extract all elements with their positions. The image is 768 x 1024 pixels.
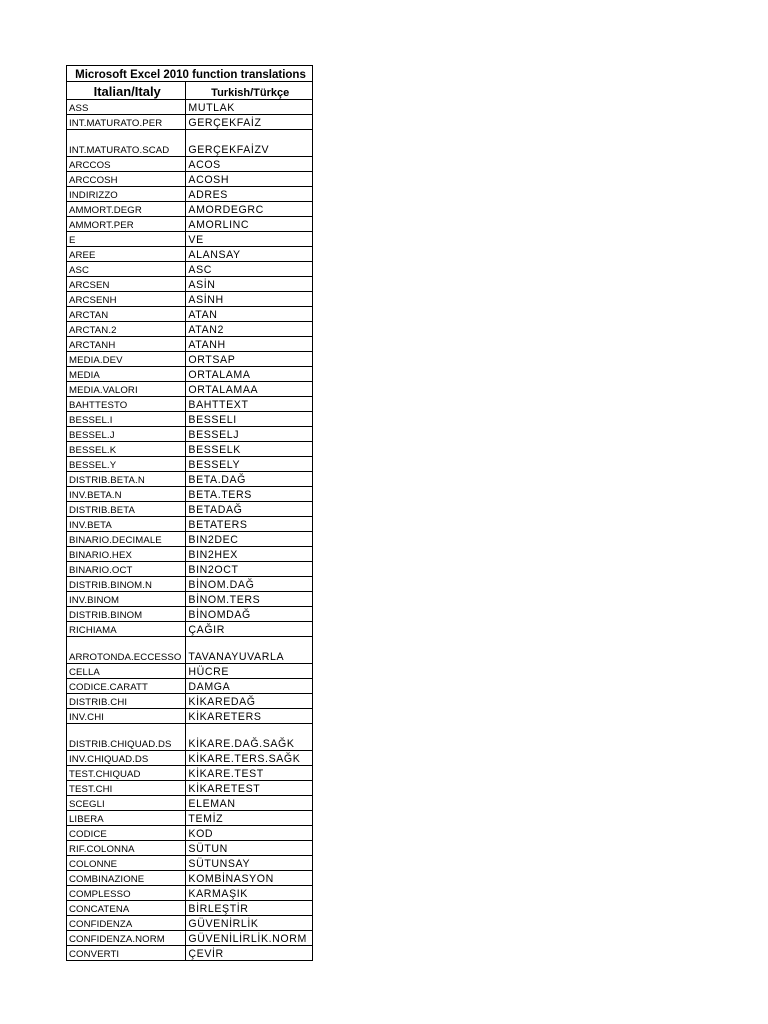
turkish-function-cell: BIN2DEC: [186, 532, 313, 547]
table-row: [67, 841, 313, 856]
turkish-function-cell: HÜCRE: [186, 664, 313, 679]
turkish-function-cell: ORTSAP: [186, 352, 313, 367]
italian-function-cell: CONCATENA: [67, 901, 186, 916]
table-row: [67, 472, 313, 487]
table-row: [67, 577, 313, 592]
italian-function-cell: ARCTAN: [67, 307, 186, 322]
turkish-function-cell: ACOS: [186, 157, 313, 172]
table-row: [67, 901, 313, 916]
turkish-function-cell: VE: [186, 232, 313, 247]
turkish-function-cell: AMORLINC: [186, 217, 313, 232]
table-row: [67, 367, 313, 382]
table-row: [67, 766, 313, 781]
table-row: [67, 217, 313, 232]
turkish-function-cell: BESSELJ: [186, 427, 313, 442]
turkish-function-cell: BAHTTEXT: [186, 397, 313, 412]
table-row: [67, 886, 313, 901]
table-row: [67, 262, 313, 277]
table-row: [67, 187, 313, 202]
turkish-function-cell: KİKARE.DAĞ.SAĞK: [186, 724, 313, 751]
italian-function-cell: DISTRIB.CHIQUAD.DS: [67, 724, 186, 751]
italian-function-cell: DISTRIB.BINOM.N: [67, 577, 186, 592]
turkish-function-cell: BESSELY: [186, 457, 313, 472]
italian-function-cell: ASS: [67, 100, 186, 115]
table-row: [67, 751, 313, 766]
turkish-function-cell: BETA.TERS: [186, 487, 313, 502]
turkish-function-cell: GERÇEKFAİZ: [186, 115, 313, 130]
italian-function-cell: INV.BETA: [67, 517, 186, 532]
table-row: [67, 562, 313, 577]
italian-function-cell: ARCSENH: [67, 292, 186, 307]
table-row: [67, 547, 313, 562]
italian-function-cell: MEDIA: [67, 367, 186, 382]
table-row: [67, 337, 313, 352]
turkish-function-cell: ASİN: [186, 277, 313, 292]
table-row: [67, 457, 313, 472]
table-row: [67, 826, 313, 841]
table-row: [67, 100, 313, 115]
table-row: [67, 487, 313, 502]
header-italian: Italian/Italy: [67, 82, 186, 100]
turkish-function-cell: BİNOM.TERS: [186, 592, 313, 607]
italian-function-cell: AREE: [67, 247, 186, 262]
italian-function-cell: INV.BETA.N: [67, 487, 186, 502]
turkish-function-cell: ASC: [186, 262, 313, 277]
turkish-function-cell: ÇAĞIR: [186, 622, 313, 637]
table-row: [67, 130, 313, 157]
table-row: [67, 946, 313, 961]
table-row: [67, 709, 313, 724]
italian-function-cell: BESSEL.I: [67, 412, 186, 427]
turkish-function-cell: KARMAŞIK: [186, 886, 313, 901]
turkish-function-cell: ATAN: [186, 307, 313, 322]
turkish-function-cell: BESSELI: [186, 412, 313, 427]
italian-function-cell: CELLA: [67, 664, 186, 679]
turkish-function-cell: KİKARE.TERS.SAĞK: [186, 751, 313, 766]
table-row: [67, 931, 313, 946]
turkish-function-cell: KİKARETEST: [186, 781, 313, 796]
turkish-function-cell: ORTALAMAA: [186, 382, 313, 397]
turkish-function-cell: ADRES: [186, 187, 313, 202]
table-row: [67, 442, 313, 457]
turkish-function-cell: BETADAĞ: [186, 502, 313, 517]
turkish-function-cell: ORTALAMA: [186, 367, 313, 382]
table-row: [67, 517, 313, 532]
turkish-function-cell: BESSELK: [186, 442, 313, 457]
table-row: [67, 607, 313, 622]
italian-function-cell: CONVERTI: [67, 946, 186, 961]
italian-function-cell: CONFIDENZA.NORM: [67, 931, 186, 946]
turkish-function-cell: GÜVENİLİRLİK.NORM: [186, 931, 313, 946]
table-row: [67, 694, 313, 709]
italian-function-cell: AMMORT.PER: [67, 217, 186, 232]
italian-function-cell: BAHTTESTO: [67, 397, 186, 412]
table-row: [67, 796, 313, 811]
turkish-function-cell: BETA.DAĞ: [186, 472, 313, 487]
table-row: [67, 724, 313, 751]
turkish-function-cell: ÇEVİR: [186, 946, 313, 961]
table-row: [67, 811, 313, 826]
table-row: [67, 277, 313, 292]
table-row: [67, 871, 313, 886]
table-row: [67, 307, 313, 322]
header-row: [67, 82, 313, 100]
italian-function-cell: BESSEL.K: [67, 442, 186, 457]
italian-function-cell: ARCCOS: [67, 157, 186, 172]
italian-function-cell: BINARIO.OCT: [67, 562, 186, 577]
italian-function-cell: SCEGLI: [67, 796, 186, 811]
italian-function-cell: INV.CHI: [67, 709, 186, 724]
italian-function-cell: BESSEL.Y: [67, 457, 186, 472]
turkish-function-cell: BETATERS: [186, 517, 313, 532]
table-row: [67, 856, 313, 871]
table-row: [67, 247, 313, 262]
italian-function-cell: DISTRIB.BINOM: [67, 607, 186, 622]
table-row: [67, 202, 313, 217]
italian-function-cell: ASC: [67, 262, 186, 277]
table-row: [67, 637, 313, 664]
translation-table: [66, 65, 313, 961]
italian-function-cell: INV.CHIQUAD.DS: [67, 751, 186, 766]
table-row: [67, 592, 313, 607]
turkish-function-cell: BIN2OCT: [186, 562, 313, 577]
turkish-function-cell: SÜTUN: [186, 841, 313, 856]
turkish-function-cell: KOMBİNASYON: [186, 871, 313, 886]
table-row: [67, 781, 313, 796]
turkish-function-cell: BİNOMDAĞ: [186, 607, 313, 622]
turkish-function-cell: DAMGA: [186, 679, 313, 694]
italian-function-cell: ARCSEN: [67, 277, 186, 292]
table-row: [67, 115, 313, 130]
turkish-function-cell: ACOSH: [186, 172, 313, 187]
italian-function-cell: INT.MATURATO.SCAD: [67, 130, 186, 157]
italian-function-cell: INV.BINOM: [67, 592, 186, 607]
italian-function-cell: AMMORT.DEGR: [67, 202, 186, 217]
turkish-function-cell: BİNOM.DAĞ: [186, 577, 313, 592]
turkish-function-cell: BİRLEŞTİR: [186, 901, 313, 916]
turkish-function-cell: ASİNH: [186, 292, 313, 307]
italian-function-cell: MEDIA.VALORI: [67, 382, 186, 397]
table-row: [67, 352, 313, 367]
italian-function-cell: LIBERA: [67, 811, 186, 826]
header-turkish: Turkish/Türkçe: [186, 82, 313, 100]
table-row: [67, 157, 313, 172]
table-row: [67, 532, 313, 547]
turkish-function-cell: MUTLAK: [186, 100, 313, 115]
italian-function-cell: ARCTANH: [67, 337, 186, 352]
table-row: [67, 322, 313, 337]
table-row: [67, 664, 313, 679]
table-row: [67, 382, 313, 397]
turkish-function-cell: SÜTUNSAY: [186, 856, 313, 871]
italian-function-cell: INDIRIZZO: [67, 187, 186, 202]
italian-function-cell: ARCCOSH: [67, 172, 186, 187]
turkish-function-cell: TEMİZ: [186, 811, 313, 826]
turkish-function-cell: GERÇEKFAİZV: [186, 130, 313, 157]
turkish-function-cell: BIN2HEX: [186, 547, 313, 562]
table-row: [67, 232, 313, 247]
turkish-function-cell: KOD: [186, 826, 313, 841]
table-row: [67, 172, 313, 187]
italian-function-cell: INT.MATURATO.PER: [67, 115, 186, 130]
italian-function-cell: CONFIDENZA: [67, 916, 186, 931]
italian-function-cell: COMPLESSO: [67, 886, 186, 901]
turkish-function-cell: KİKARETERS: [186, 709, 313, 724]
table-row: [67, 916, 313, 931]
italian-function-cell: TEST.CHIQUAD: [67, 766, 186, 781]
italian-function-cell: RICHIAMA: [67, 622, 186, 637]
turkish-function-cell: GÜVENİRLİK: [186, 916, 313, 931]
italian-function-cell: TEST.CHI: [67, 781, 186, 796]
turkish-function-cell: ELEMAN: [186, 796, 313, 811]
italian-function-cell: BINARIO.DECIMALE: [67, 532, 186, 547]
turkish-function-cell: TAVANAYUVARLA: [186, 637, 313, 664]
italian-function-cell: ARROTONDA.ECCESSO: [67, 637, 186, 664]
table-row: [67, 427, 313, 442]
italian-function-cell: CODICE: [67, 826, 186, 841]
title-row: [67, 66, 313, 82]
italian-function-cell: BINARIO.HEX: [67, 547, 186, 562]
table-row: [67, 292, 313, 307]
italian-function-cell: DISTRIB.BETA: [67, 502, 186, 517]
italian-function-cell: E: [67, 232, 186, 247]
turkish-function-cell: ATAN2: [186, 322, 313, 337]
turkish-function-cell: ATANH: [186, 337, 313, 352]
italian-function-cell: BESSEL.J: [67, 427, 186, 442]
table-row: [67, 502, 313, 517]
table-row: [67, 397, 313, 412]
italian-function-cell: RIF.COLONNA: [67, 841, 186, 856]
turkish-function-cell: KİKAREDAĞ: [186, 694, 313, 709]
italian-function-cell: CODICE.CARATT: [67, 679, 186, 694]
table-row: [67, 412, 313, 427]
turkish-function-cell: AMORDEGRC: [186, 202, 313, 217]
italian-function-cell: COMBINAZIONE: [67, 871, 186, 886]
italian-function-cell: ARCTAN.2: [67, 322, 186, 337]
table-title: Microsoft Excel 2010 function translations: [67, 66, 313, 82]
table-row: [67, 622, 313, 637]
turkish-function-cell: ALANSAY: [186, 247, 313, 262]
italian-function-cell: DISTRIB.BETA.N: [67, 472, 186, 487]
italian-function-cell: COLONNE: [67, 856, 186, 871]
italian-function-cell: MEDIA.DEV: [67, 352, 186, 367]
turkish-function-cell: KİKARE.TEST: [186, 766, 313, 781]
italian-function-cell: DISTRIB.CHI: [67, 694, 186, 709]
table-body: [67, 100, 313, 961]
table-row: [67, 679, 313, 694]
